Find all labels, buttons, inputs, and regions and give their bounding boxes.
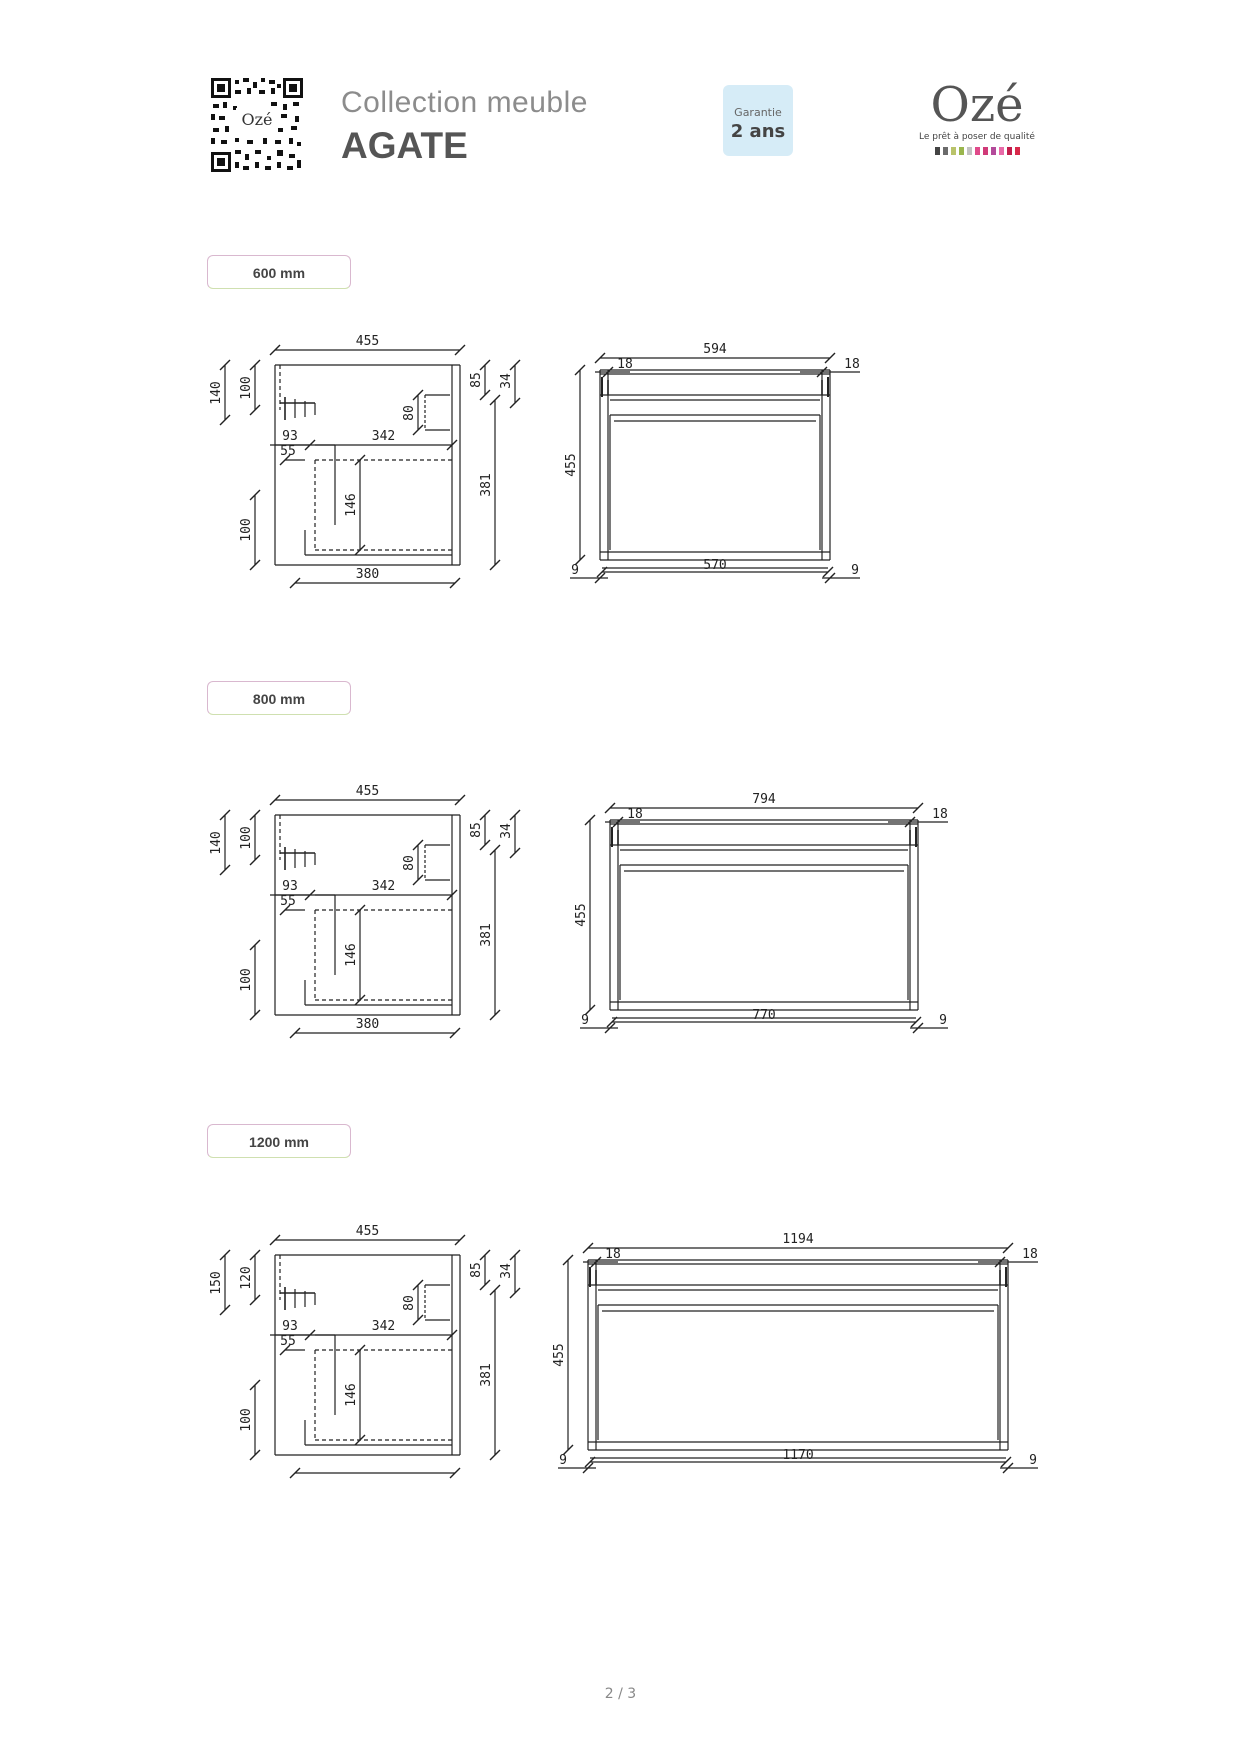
dim-front-width: 794: [752, 792, 776, 807]
dim-handle-height: 80: [402, 855, 417, 871]
dim-drawer-front: 93: [282, 1319, 298, 1334]
logo-color-bar: [1007, 147, 1012, 155]
dim-drawer-depth: 342: [371, 879, 396, 894]
dim-notch: 55: [280, 444, 296, 459]
logo-color-bar: [967, 147, 972, 155]
dim-drawer-inner: 146: [344, 493, 359, 517]
dim-front-width: 594: [703, 342, 727, 357]
brand-color-bars: [912, 147, 1042, 155]
qr-logo: Ozé: [241, 110, 273, 129]
brand-name: Ozé: [930, 77, 1024, 133]
dim-top-height: 140: [209, 381, 224, 405]
hinge-icon-left: [590, 1267, 596, 1287]
dim-base-width: 1170: [782, 1448, 814, 1463]
logo-color-bar: [975, 147, 980, 155]
dim-side-right: 18: [932, 807, 948, 822]
dim-base: 380: [355, 1017, 380, 1032]
page-number: 2 / 3: [604, 1686, 637, 1702]
dim-notch: 55: [280, 894, 296, 909]
dim-front-height: 85: [469, 372, 484, 388]
dim-foot-left: 9: [559, 1453, 567, 1468]
dim-foot-left: 9: [581, 1013, 589, 1028]
hinge-icon: [280, 847, 315, 870]
dim-front-height: 85: [469, 822, 484, 838]
logo-color-bar: [935, 147, 940, 155]
hinge-icon-right: [822, 377, 828, 397]
dim-handle-height: 80: [402, 1295, 417, 1311]
dim-drawer-front: 93: [282, 429, 298, 444]
dim-base: 380: [355, 567, 380, 582]
dim-height: 381: [479, 1363, 494, 1387]
dim-height: 381: [479, 473, 494, 497]
dim-foot-right: 9: [1029, 1453, 1037, 1468]
dim-lip: 34: [499, 1263, 514, 1279]
warranty-badge: [723, 85, 793, 156]
logo-color-bar: [983, 147, 988, 155]
product-name: AGATE: [341, 125, 468, 166]
dim-drawer-inner: 146: [344, 1383, 359, 1407]
dim-lip: 34: [499, 823, 514, 839]
dim-foot-right: 9: [851, 563, 859, 578]
dim-side-left: 18: [605, 1247, 621, 1262]
dim-handle-height: 80: [402, 405, 417, 421]
dim-bottom-height: 100: [239, 1408, 254, 1432]
brand-logo: [912, 77, 1042, 165]
dim-drawer-front: 93: [282, 879, 298, 894]
dim-depth: 455: [355, 784, 380, 799]
dim-inner-height: 120: [239, 1266, 254, 1290]
collection-label: Collection meuble: [341, 86, 588, 119]
dim-front-height: 455: [574, 903, 589, 927]
dim-base-width: 770: [752, 1008, 776, 1023]
dim-height: 381: [479, 923, 494, 947]
dim-bottom-height: 100: [239, 518, 254, 542]
hinge-icon: [280, 397, 315, 420]
technical-drawing-800: [200, 775, 1080, 1075]
dim-side-left: 18: [627, 807, 643, 822]
logo-color-bar: [959, 147, 964, 155]
dim-top-height: 140: [209, 831, 224, 855]
dim-inner-height: 100: [239, 826, 254, 850]
dim-notch: 55: [280, 1334, 296, 1349]
dim-inner-height: 100: [239, 376, 254, 400]
logo-color-bar: [999, 147, 1004, 155]
dim-front-height: 455: [552, 1343, 567, 1367]
dim-side-right: 18: [844, 357, 860, 372]
dim-depth: 455: [355, 1224, 380, 1239]
dim-front-height: 85: [469, 1262, 484, 1278]
size-label-600: 600 mm: [207, 255, 351, 289]
hinge-icon-right: [910, 827, 916, 847]
hinge-icon-left: [602, 377, 608, 397]
technical-drawing-1200: [200, 1215, 1080, 1515]
warranty-caption: Garantie: [734, 106, 782, 119]
dim-front-width: 1194: [782, 1232, 814, 1247]
dim-drawer-depth: 342: [371, 429, 396, 444]
qr-code: [211, 78, 303, 172]
dim-front-height: 455: [564, 453, 579, 477]
dim-top-height: 150: [209, 1271, 224, 1295]
hinge-icon-left: [612, 827, 618, 847]
dim-lip: 34: [499, 373, 514, 389]
brand-tagline: Le prêt à poser de qualité: [919, 132, 1035, 142]
size-label-1200: 1200 mm: [207, 1124, 351, 1158]
dim-bottom-height: 100: [239, 968, 254, 992]
dim-side-left: 18: [617, 357, 633, 372]
hinge-icon-right: [1000, 1267, 1006, 1287]
warranty-duration: 2 ans: [730, 121, 786, 142]
hinge-icon: [280, 1287, 315, 1310]
dim-drawer-depth: 342: [371, 1319, 396, 1334]
dim-foot-left: 9: [571, 563, 579, 578]
dim-foot-right: 9: [939, 1013, 947, 1028]
logo-color-bar: [951, 147, 956, 155]
logo-color-bar: [1015, 147, 1020, 155]
dim-depth: 455: [355, 334, 380, 349]
technical-drawing-600: [200, 325, 1080, 625]
dim-base-width: 570: [703, 558, 727, 573]
dim-drawer-inner: 146: [344, 943, 359, 967]
size-label-800: 800 mm: [207, 681, 351, 715]
logo-color-bar: [991, 147, 996, 155]
dim-side-right: 18: [1022, 1247, 1038, 1262]
logo-color-bar: [943, 147, 948, 155]
